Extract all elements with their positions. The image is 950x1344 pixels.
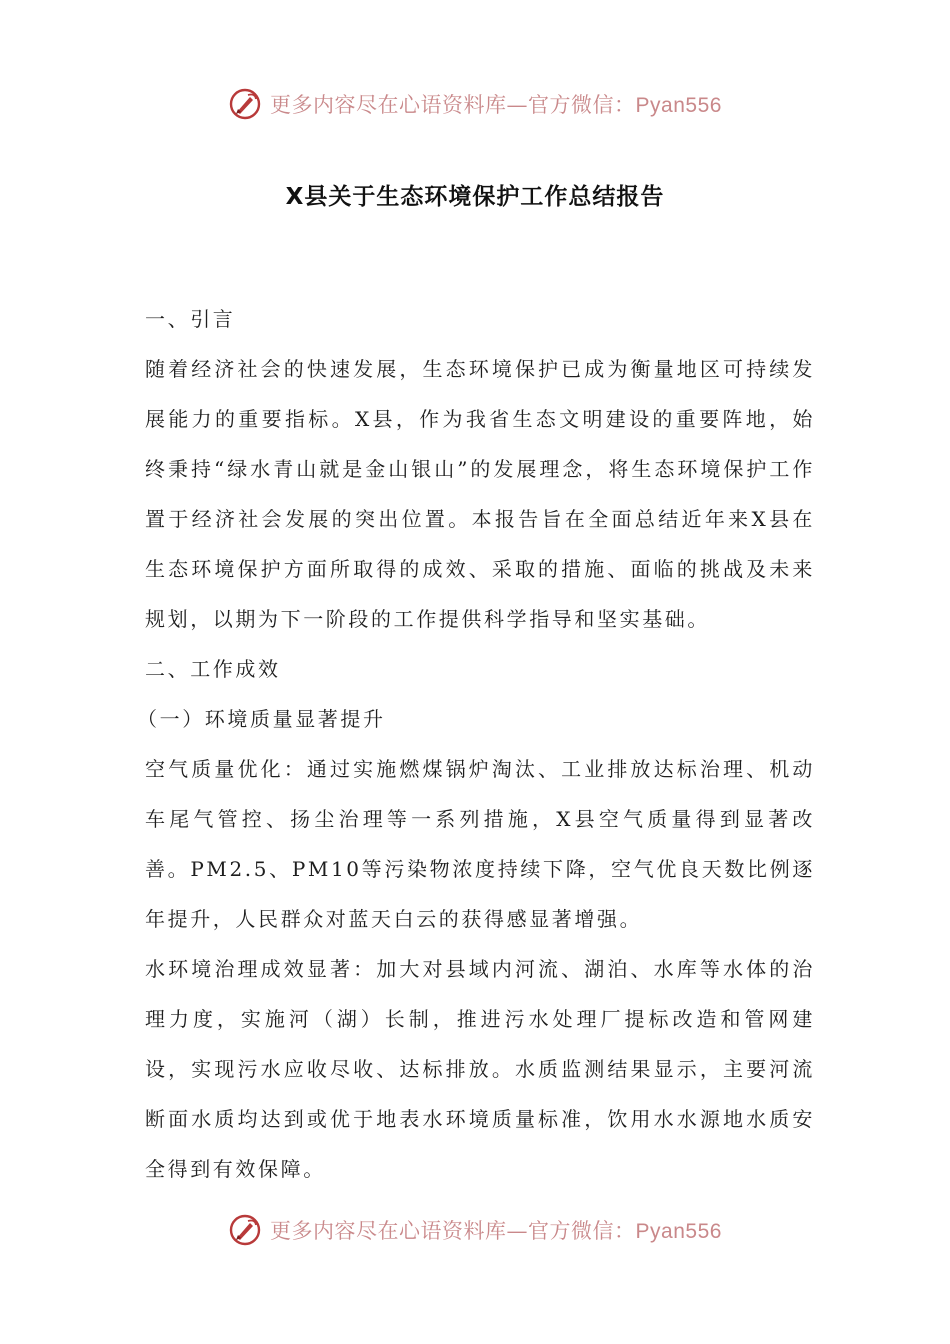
- subsection-heading-environment: （一）环境质量显著提升: [137, 707, 386, 731]
- pen-nib-logo-icon: [228, 87, 262, 121]
- footer-banner: [0, 1208, 950, 1252]
- document-body: [137, 294, 815, 1194]
- banner-text: 更多内容尽在心语资料库—官方微信：Pyan556: [270, 1219, 722, 1243]
- section-heading-intro: 一、引言: [145, 307, 236, 331]
- section-heading-achievements: 二、工作成效: [145, 657, 281, 681]
- page-title: X县关于生态环境保护工作总结报告: [285, 184, 665, 210]
- header-banner: [0, 82, 950, 126]
- paragraph-intro: 随着经济社会的快速发展，生态环境保护已成为衡量地区可持续发展能力的重要指标。X县，作为我省生态文明建设的重要阵地，始终秉持“绿水青山就是金山银山”的发展理念，将生态环境保护工作置于经济社会发展的突出位置。本报告旨在全面总结近年来X县在生态环境保护方面所取得的成效、采取的措施、面临的挑战及未来规划，以期为下一阶段的工作提供科学指导和坚实基础。: [145, 357, 815, 631]
- banner-text: 更多内容尽在心语资料库—官方微信：Pyan556: [270, 93, 722, 117]
- paragraph-water-environment: 水环境治理成效显著：加大对县域内河流、湖泊、水库等水体的治理力度，实施河（湖）长制，推进污水处理厂提标改造和管网建设，实现污水应收尽收、达标排放。水质监测结果显示，主要河流断面水质均达到或优于地表水环境质量标准，饮用水水源地水质安全得到有效保障。: [145, 957, 815, 1181]
- paragraph-air-quality: 空气质量优化：通过实施燃煤锅炉淘汰、工业排放达标治理、机动车尾气管控、扬尘治理等一系列措施，X县空气质量得到显著改善。PM2.5、PM10等污染物浓度持续下降，空气优良天数比例逐年提升，人民群众对蓝天白云的获得感显著增强。: [145, 757, 815, 931]
- pen-nib-logo-icon: [228, 1213, 262, 1247]
